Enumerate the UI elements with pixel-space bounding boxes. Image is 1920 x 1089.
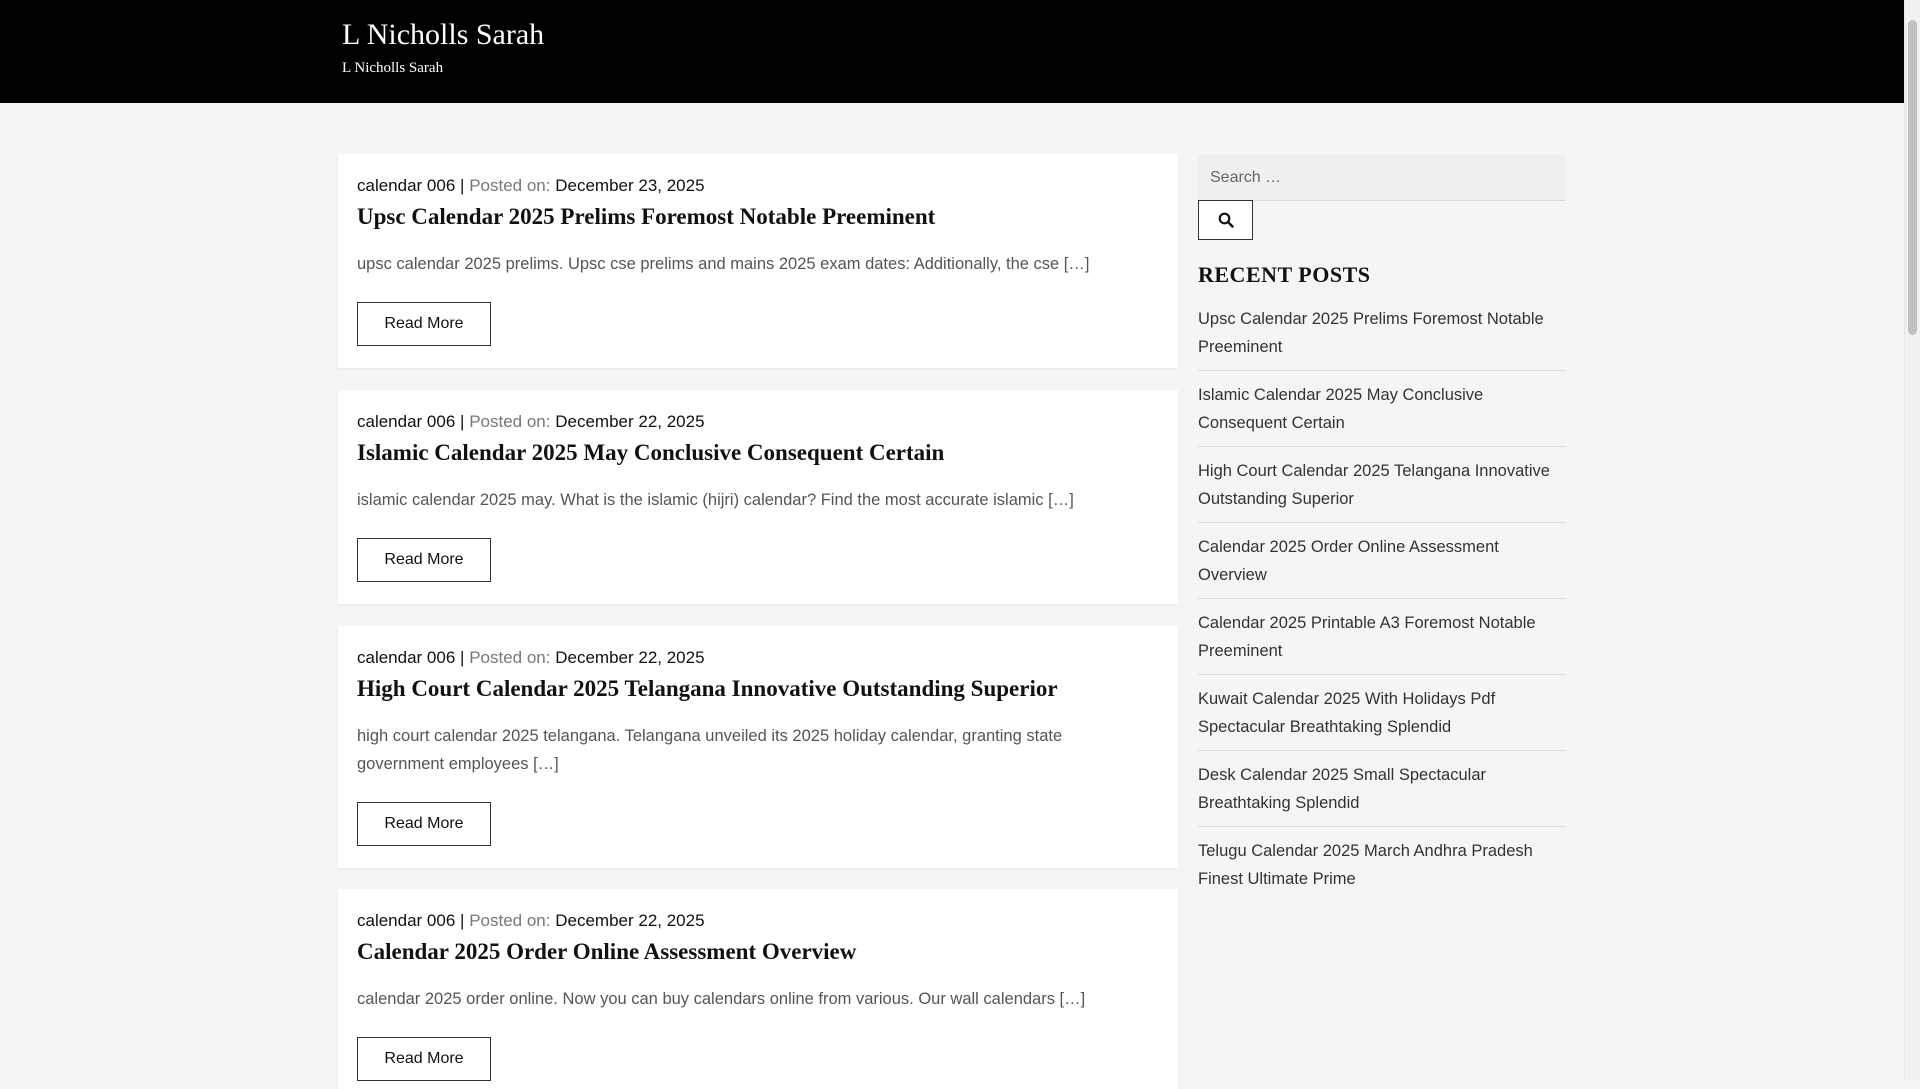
read-more-button[interactable]: Read More xyxy=(357,538,491,582)
post-card xyxy=(338,889,1178,1089)
meta-separator: | xyxy=(460,176,465,195)
post-date[interactable]: December 23, 2025 xyxy=(555,176,705,195)
posted-on-label: Posted on: xyxy=(469,911,551,930)
post-title[interactable]: Islamic Calendar 2025 May Conclusive Consequent Certain xyxy=(357,440,945,465)
post-excerpt: high court calendar 2025 telangana. Telangana unveiled its 2025 holiday calendar, granting state government employees […] xyxy=(357,727,1063,773)
recent-post-link[interactable]: High Court Calendar 2025 Telangana Innovative Outstanding Superior xyxy=(1198,457,1566,523)
recent-posts-list xyxy=(1198,305,1566,912)
post-excerpt: islamic calendar 2025 may. What is the islamic (hijri) calendar? Find the most accurate islamic […] xyxy=(357,491,1074,509)
post-author[interactable]: calendar 006 xyxy=(357,648,456,667)
search-icon xyxy=(1218,212,1234,228)
scrollbar-thumb[interactable] xyxy=(1908,20,1917,335)
post-card xyxy=(338,390,1178,604)
posted-on-label: Posted on: xyxy=(469,176,551,195)
post-meta xyxy=(357,648,705,668)
meta-separator: | xyxy=(460,412,465,431)
post-date[interactable]: December 22, 2025 xyxy=(555,648,705,667)
meta-separator: | xyxy=(460,911,465,930)
recent-post-link[interactable]: Calendar 2025 Order Online Assessment Overview xyxy=(1198,533,1566,599)
post-author[interactable]: calendar 006 xyxy=(357,176,456,195)
post-card xyxy=(338,626,1178,868)
site-tagline: L Nicholls Sarah xyxy=(342,60,444,76)
search-input[interactable] xyxy=(1198,155,1566,201)
recent-post-link[interactable]: Calendar 2025 Printable A3 Foremost Notable Preeminent xyxy=(1198,609,1566,675)
post-author[interactable]: calendar 006 xyxy=(357,412,456,431)
recent-post-link[interactable]: Kuwait Calendar 2025 With Holidays Pdf Spectacular Breathtaking Splendid xyxy=(1198,685,1566,751)
post-title[interactable]: High Court Calendar 2025 Telangana Innovative Outstanding Superior xyxy=(357,676,1058,701)
site-header xyxy=(0,0,1905,103)
post-date[interactable]: December 22, 2025 xyxy=(555,911,705,930)
search-button[interactable] xyxy=(1198,200,1253,240)
posted-on-label: Posted on: xyxy=(469,648,551,667)
recent-posts-title: RECENT POSTS xyxy=(1198,262,1371,287)
recent-post-link[interactable]: Telugu Calendar 2025 March Andhra Pradesh Finest Ultimate Prime xyxy=(1198,842,1533,888)
post-meta xyxy=(357,176,705,196)
vertical-scrollbar[interactable] xyxy=(1904,0,1920,1080)
posted-on-label: Posted on: xyxy=(469,412,551,431)
post-title[interactable]: Upsc Calendar 2025 Prelims Foremost Notable Preeminent xyxy=(357,204,936,229)
read-more-button[interactable]: Read More xyxy=(357,1037,491,1081)
meta-separator: | xyxy=(460,648,465,667)
post-excerpt: calendar 2025 order online. Now you can buy calendars online from various. Our wall calendars […] xyxy=(357,990,1086,1008)
recent-post-link[interactable]: Upsc Calendar 2025 Prelims Foremost Notable Preeminent xyxy=(1198,305,1566,371)
post-meta xyxy=(357,911,705,931)
post-meta xyxy=(357,412,705,432)
post-title[interactable]: Calendar 2025 Order Online Assessment Overview xyxy=(357,939,857,964)
post-date[interactable]: December 22, 2025 xyxy=(555,412,705,431)
post-author[interactable]: calendar 006 xyxy=(357,911,456,930)
recent-post-link[interactable]: Desk Calendar 2025 Small Spectacular Breathtaking Splendid xyxy=(1198,761,1566,827)
post-excerpt: upsc calendar 2025 prelims. Upsc cse prelims and mains 2025 exam dates: Additionally, the cse […] xyxy=(357,255,1090,273)
read-more-button[interactable]: Read More xyxy=(357,802,491,846)
site-title[interactable]: L Nicholls Sarah xyxy=(342,18,545,51)
recent-post-link[interactable]: Islamic Calendar 2025 May Conclusive Consequent Certain xyxy=(1198,381,1566,447)
read-more-button[interactable]: Read More xyxy=(357,302,491,346)
post-card xyxy=(338,154,1178,368)
